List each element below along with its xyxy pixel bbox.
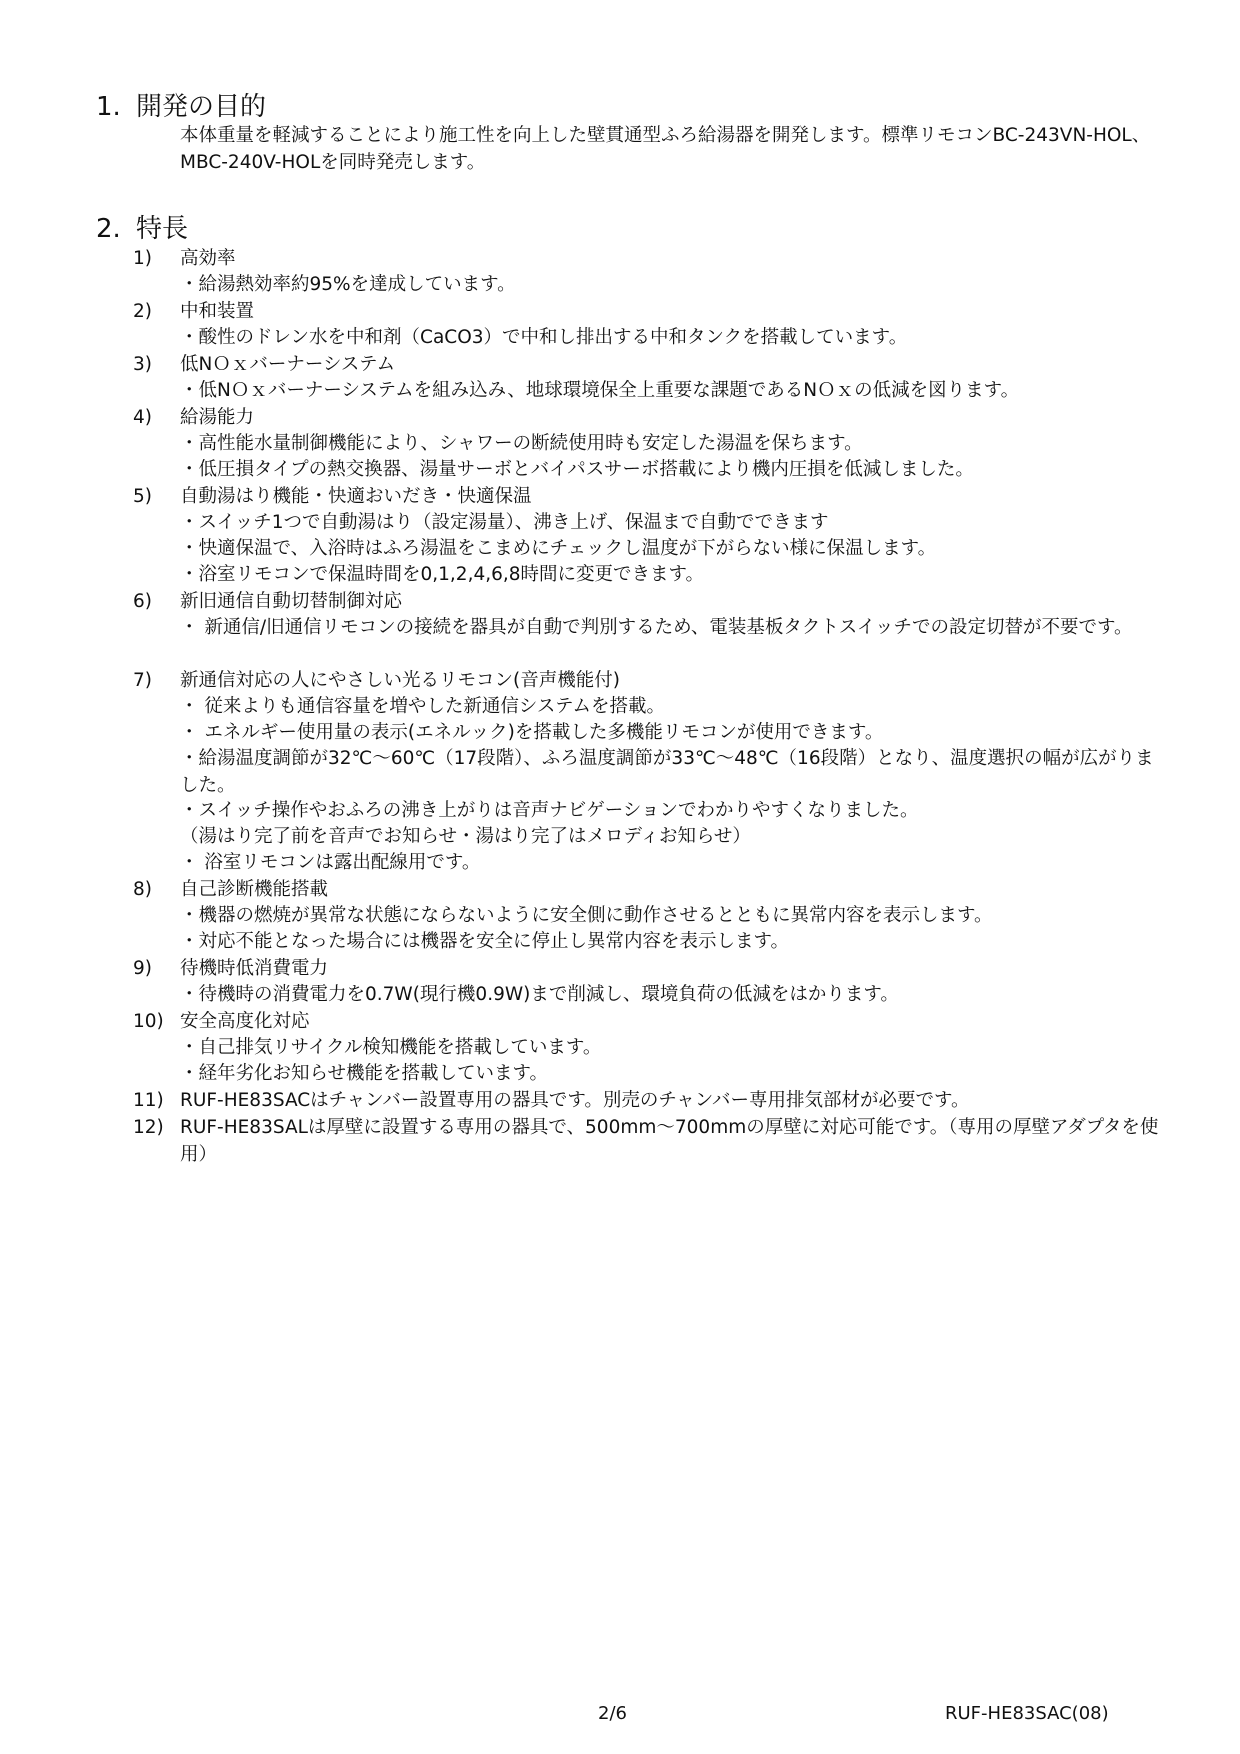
section-title: 開発の目的 [136,92,267,122]
item-number: 8) [133,879,152,900]
item-line: ・ 従来よりも通信容量を増やした新通信システムを搭載。 [180,696,666,717]
item-title: 高効率 [180,248,236,269]
item-number: 2) [133,301,152,322]
section-number: 2. [96,214,121,244]
item-line: ・自己排気リサイクル検知機能を搭載しています。 [180,1037,602,1058]
item-line: ・ 新通信/旧通信リモコンの接続を器具が自動で判別するため、電装基板タクトスイッチでの設定切替が不要です。 [180,617,1133,638]
item-title: 給湯能力 [180,407,255,428]
item-number: 6) [133,591,152,612]
item-title: RUF-HE83SACはチャンバー設置専用の器具です。別売のチャンバー専用排気部材が必要です。 [180,1090,970,1111]
section-number: 1. [96,92,121,122]
item-number: 7) [133,670,152,691]
item-line: ・低圧損タイプの熱交換器、湯量サーボとバイパスサーボ搭載により機内圧損を低減しました。 [180,459,974,480]
section-heading-purpose [96,90,266,124]
item-line: ・快適保温で、入浴時はふろ湯温をこまめにチェックし温度が下がらない様に保温します。 [180,538,937,559]
item-line: ・スイッチ1つで自動湯はり（設定湯量）、沸き上げ、保温まで自動でできます [180,512,829,533]
item-title: 待機時低消費電力 [180,958,329,979]
item-title: 自己診断機能搭載 [180,879,329,900]
item-line: ・浴室リモコンで保温時間を0,1,2,4,6,8時間に変更できます。 [180,564,705,585]
item-number: 11) [133,1090,164,1111]
section-title: 特長 [136,214,189,244]
item-title: 自動湯はり機能・快適おいだき・快適保温 [180,486,532,507]
item-number: 4) [133,407,152,428]
item-number: 9) [133,958,152,979]
item-line: ・スイッチ操作やおふろの沸き上がりは音声ナビゲーションでわかりやすくなりました。 [180,800,919,821]
item-line: ・ 浴室リモコンは露出配線用です。 [180,852,481,873]
item-line: ・待機時の消費電力を0.7W(現行機0.9W)まで削減し、環境負荷の低減をはかります。 [180,984,899,1005]
item-line: ・低NＯｘバーナーシステムを組み込み、地球環境保全上重要な課題であるNＯｘの低減を図ります。 [180,380,1020,401]
item-line: ・機器の燃焼が異常な状態にならないように安全側に動作させるとともに異常内容を表示します。 [180,905,993,926]
item-title: 安全高度化対応 [180,1011,310,1032]
item-line: ・高性能水量制御機能により、シャワーの断続使用時も安定した湯温を保ちます。 [180,433,863,454]
item-title: 低NＯｘバーナーシステム [180,354,396,375]
purpose-paragraph: 本体重量を軽減することにより施工性を向上した壁貫通型ふろ給湯器を開発します。標準リモコンBC-243VN-HOL、MBC-240V-HOLを同時発売します。 [180,125,1151,173]
item-line: （湯はり完了前を音声でお知らせ・湯はり完了はメロディお知らせ） [180,826,751,847]
item-line: ・ エネルギー使用量の表示(エネルック)を搭載した多機能リモコンが使用できます。 [180,722,884,743]
item-line: ・給湯温度調節が32℃～60℃（17段階）、ふろ温度調節が33℃～48℃（16段階）となり、温度選択の幅が広がりました。 [180,748,1154,796]
item-number: 10) [133,1011,164,1032]
item-title: RUF-HE83SALは厚壁に設置する専用の器具で、500mm～700mmの厚壁に対応可能です。（専用の厚壁アダプタを使用） [180,1117,1159,1165]
item-line: ・対応不能となった場合には機器を安全に停止し異常内容を表示します。 [180,931,790,952]
item-line: ・酸性のドレン水を中和剤（CaCO3）で中和し排出する中和タンクを搭載しています。 [180,327,908,348]
item-number: 12) [133,1117,164,1138]
item-number: 5) [133,486,152,507]
section-heading-features [96,212,188,246]
item-number: 3) [133,354,152,375]
item-title: 新通信対応の人にやさしい光るリモコン(音声機能付) [180,670,620,691]
document-code: RUF-HE83SAC(08) [945,1703,1109,1724]
item-line: ・給湯熱効率約95%を達成しています。 [180,274,516,295]
item-number: 1) [133,248,152,269]
item-title: 新旧通信自動切替制御対応 [180,591,403,612]
item-title: 中和装置 [180,301,255,322]
item-line: ・経年劣化お知らせ機能を搭載しています。 [180,1063,548,1084]
page-number: 2/6 [598,1703,627,1724]
